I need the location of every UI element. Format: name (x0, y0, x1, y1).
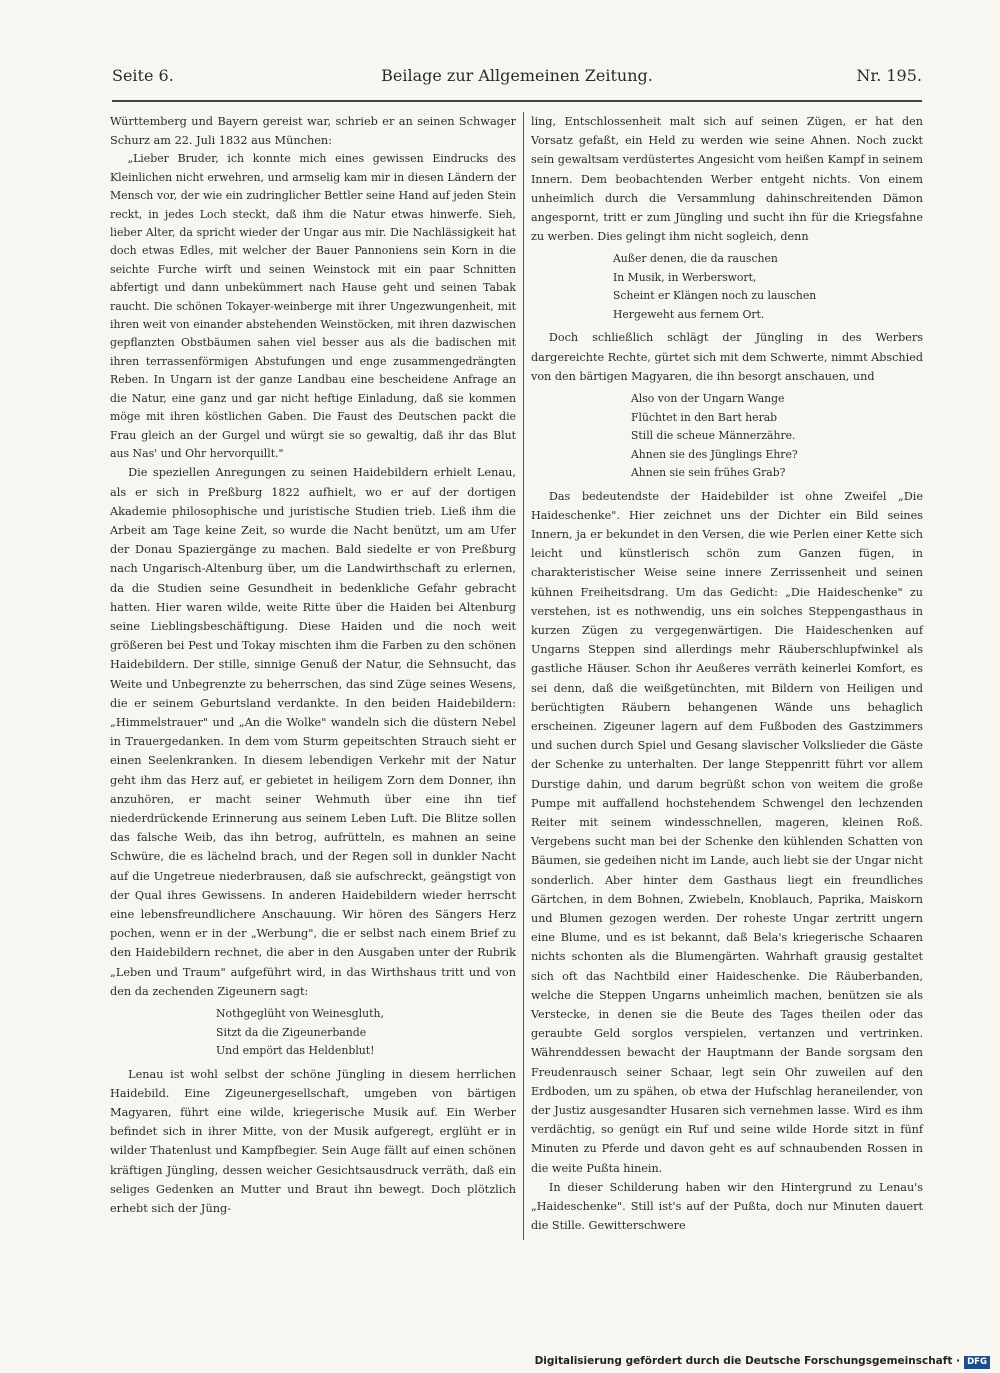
page-header (112, 66, 922, 92)
poem-werbung (110, 1005, 516, 1061)
poem-line: Flüchtet in den Bart herab (631, 410, 778, 424)
publication-title: Beilage zur Allgemeinen Zeitung. (381, 66, 653, 85)
funding-note: Digitalisierung gefördert durch die Deutsche Forschungsgemeinschaft · (534, 1355, 960, 1367)
poem-line: Nothgeglüht von Weinesgluth, (216, 1007, 385, 1020)
letter-quote: „Lieber Bruder, ich konnte mich eines gewissen Eindrucks des Kleinlichen nicht erwehren, und armselig kam mir in diesen Ländern der Mensch vor, der wie ein zudringlicher Bettler seine Hand auf jeden Stein reckt, in jedes Loch steckt, daß ihm die Natur etwas hinwerfe. Sieh, lieber Alter, da spricht wieder der Ungar aus mir. Die Nachlässigkeit hat doch etwas Edles, mit welcher der Bauer Pannoniens sein Korn in die seichte Furche wirft und seinen Weinstock mit ein paar Schnitten abfertigt und dann unbekümmert nach Hause geht und seinen Tabak raucht. Die schönen Tokayer-weinberge mit ihrer Ungezwungenheit, mit ihren weit von einander abstehenden Weinstöcken, mit ihren dazwischen gepflanzten Obstbäumen sahen viel besser aus als die badischen mit ihren terrassenförmigen Abstufungen und enge zusammengedrängten Reben. In Ungarn ist der ganze Landbau eine bescheidene Anfrage an die Natur, eine ganz und gar nicht heftige Einladung, daß sie kommen möge mit ihren köstlichen Gaben. Die Faust des Deutschen packt die Frau gleich an der Gurgel und würgt sie so gewaltig, daß ihr das Blut aus Nas' und Ohr hervorquillt." (110, 152, 516, 460)
poem-line: Außer denen, die da rauschen (613, 252, 778, 266)
poem-line: Und empört das Heldenblut! (216, 1044, 375, 1057)
paragraph: Doch schließlich schlägt der Jüngling in des Werbers dargereichte Rechte, gürtet sich mit dem Schwerte, nimmt Abschied von den bärtigen Magyaren, die ihn besorgt anschauen, und (531, 331, 923, 383)
poem-line: Sitzt da die Zigeunerbande (216, 1025, 367, 1039)
poem-line: Scheint er Klängen noch zu lauschen (613, 289, 817, 303)
right-column (531, 112, 923, 1235)
paragraph: Die speziellen Anregungen zu seinen Haidebildern erhielt Lenau, als er sich in Preßburg 1822 aufhielt, wo er auf der dortigen Akademie philosophische und juristische Studien trieb. Ließ ihm die Arbeit am Tage keine Zeit, so wurde die Nacht benützt, um am Ufer der Donau Spaziergänge zu machen. Bald siedelte er von Preßburg nach Ungarisch-Altenburg über, um die Landwirthschaft zu erlernen, da die Studien seine Gesundheit in bedenkliche Gefahr gebracht hatten. Hier waren wilde, weite Ritte über die Haiden bei Altenburg seine Lieblingsbeschäftigung. Diese Haiden und die noch weit größeren bei Pest und Tokay mischten ihm die Farben zu den schönen Haidebildern. Der stille, sinnige Genuß der Natur, die Sehnsucht, das Weite und Unbegrenzte zu beherrschen, das sind Züge seines Wesens, die er seinem Geburtsland verdankte. In den beiden Haidebildern: „Himmelstrauer" und „An die Wolke" wandeln sich die düstern Nebel in Trauergedanken. In dem vom Sturm gepeitschten Strauch sieht er einen Seelenkranken. In diesem lebendigen Verkehr mit der Natur geht ihm das Herz auf, er gebietet in heiligem Zorn dem Donner, ihn anzuhören, er macht seiner Wehmuth über eine ihn tief niederdrückende Erinnerung aus seinem Leben Luft. Die Blitze sollen das falsche Weib, das ihn betrog, aufrütteln, es mahnen an seine Schwüre, die es lächelnd brach, und der Regen soll in dunkler Nacht auf die Ungetreue niederbrausen, daß sie aufschreckt, geängstigt von der Qual ihres Gewissens. In anderen Haidebildern wieder herrscht eine lebensfreundlichere Anschauung. Wir hören des Sängers Herz pochen, wenn er in der „Werbung", die er selbst nach einem Brief zu den Haidebildern rechnet, die aber in den Ausgaben unter der Rubrik „Leben und Traum" aufgeführt wird, in das Wirthshaus tritt und von den da zechenden Zigeunern sagt: (110, 466, 516, 998)
poem-line: Hergeweht aus fernem Ort. (613, 307, 765, 321)
paragraph: Lenau ist wohl selbst der schöne Jüngling in diesem herrlichen Haidebild. Eine Zigeunergesellschaft, umgeben von bärtigen Magyaren, führt eine wilde, kriegerische Musik auf. Ein Werber befindet sich in ihrer Mitte, von der Musik aufgeregt, erglüht er in wilder Thatenlust und Kampfbegier. Sein Auge fällt auf einen schönen kräftigen Jüngling, dessen weicher Gesichtsausdruck verräth, daß ein seliges Gedenken an Mutter und Braut ihn bewegt. Doch plötzlich erhebt sich der Jüng- (110, 1067, 516, 1215)
header-rule (112, 100, 922, 102)
poem-stanza-2 (531, 390, 923, 483)
poem-line: Ahnen sie sein frühes Grab? (631, 466, 786, 480)
poem-line: Also von der Ungarn Wange (631, 392, 785, 406)
page-number: Seite 6. (112, 66, 174, 85)
footer (534, 1355, 990, 1371)
poem-line: Still die scheue Männerzähre. (631, 429, 796, 443)
poem-line: Ahnen sie des Jünglings Ehre? (631, 447, 798, 461)
issue-number: Nr. 195. (856, 66, 922, 85)
poem-line: In Musik, in Werberswort, (613, 270, 757, 284)
paragraph: ling, Entschlossenheit malt sich auf seinen Zügen, er hat den Vorsatz gefaßt, ein Held zu werden wie seine Ahnen. Noch zuckt sein gewaltsam verdüstertes Angesicht vom heißen Kampf in seinem Innern. Dem beobachtenden Werber entgeht nichts. Von einem unheimlich durch die Versammlung dahinschreitenden Dämon angespornt, tritt er zum Jüngling und sucht ihn für die Kriegsfahne zu werben. Dies gelingt ihm nicht sogleich, denn (531, 115, 923, 244)
dfg-logo[interactable]: DFG (964, 1356, 990, 1369)
paragraph: Das bedeutendste der Haidebilder ist ohne Zweifel „Die Haideschenke". Hier zeichnet uns der Dichter ein Bild seines Innern, ja er bekundet in den Versen, die wie Perlen einer Kette sich leicht und künstlerisch schön zum Ganzen fügen, in charakteristischer Weise seine innere Zerrissenheit und seinen kühnen Freiheitsdrang. Um das Gedicht: „Die Haideschenke" zu verstehen, ist es nothwendig, uns ein solches Steppengasthaus in kurzen Zügen zu vergegenwärtigen. Die Haideschenken auf Ungarns Steppen sind allerdings mehr Räuberschlupfwinkel als gastliche Häuser. Schon ihr Aeußeres verräth keinerlei Komfort, es sei denn, daß die weißgetünchten, mit Bildern von Heiligen und berüchtigten Räubern behangenen Wände uns behaglich erscheinen. Zigeuner lagern auf dem Fußboden des Gastzimmers und suchen durch Spiel und Gesang slavischer Volkslieder die Gäste der Schenke zu unterhalten. Der lange Steppenritt führt vor allem Durstige dahin, und darum begrüßt schon von weitem die große Pumpe mit auffallend hochstehendem Schwengel den lechzenden Reiter mit seinem windesschnellen, mageren, kleinen Roß. Vergebens sucht man bei der Schenke den kühlenden Schatten von Bäumen, sie gedeihen nicht im Lande, auch liebt sie der Ungar nicht sonderlich. Aber hinter dem Gasthaus liegt ein freundliches Gärtchen, in dem Bohnen, Zwiebeln, Knoblauch, Paprika, Maiskorn und Blumen gezogen werden. Der roheste Ungar zertritt ungern eine Blume, und es ist bekannt, daß Bela's kriegerische Schaaren nichts schonten als die Blumengärten. Wahrhaft grausig gestaltet sich oft das Nachtbild einer Haideschenke. Die Räuberbanden, welche die Steppen Ungarns unheimlich machen, benützen sie als Verstecke, in denen sie die Beute des Tages theilen oder das geraubte Geld sorglos verspielen, vertanzen und vertrinken. Währenddessen bewacht der Hauptmann der Bande sorgsam den Freudenrausch seiner Schaar, legt sein Ohr zuweilen auf den Erdboden, um zu spähen, ob etwa der Hufschlag heraneilender, von der Justiz ausgesandter Husaren sich vernehmen lasse. Wird es ihm verdächtig, so genügt ein Ruf und seine wilde Horde sitzt in fünf Minuten zu Pferde und davon geht es auf schnaubenden Rossen in die weite Pußta hinein. (531, 489, 923, 1175)
paragraph: Württemberg und Bayern gereist war, schrieb er an seinen Schwager Schurz am 22. Juli 1832 aus München: (110, 115, 516, 148)
poem-stanza-1 (531, 250, 923, 324)
paragraph: In dieser Schilderung haben wir den Hintergrund zu Lenau's „Haideschenke". Still ist's auf der Pußta, doch nur Minuten dauert die Stille. Gewitterschwere (531, 1180, 923, 1233)
column-divider (523, 112, 524, 1240)
left-column (110, 112, 516, 1218)
